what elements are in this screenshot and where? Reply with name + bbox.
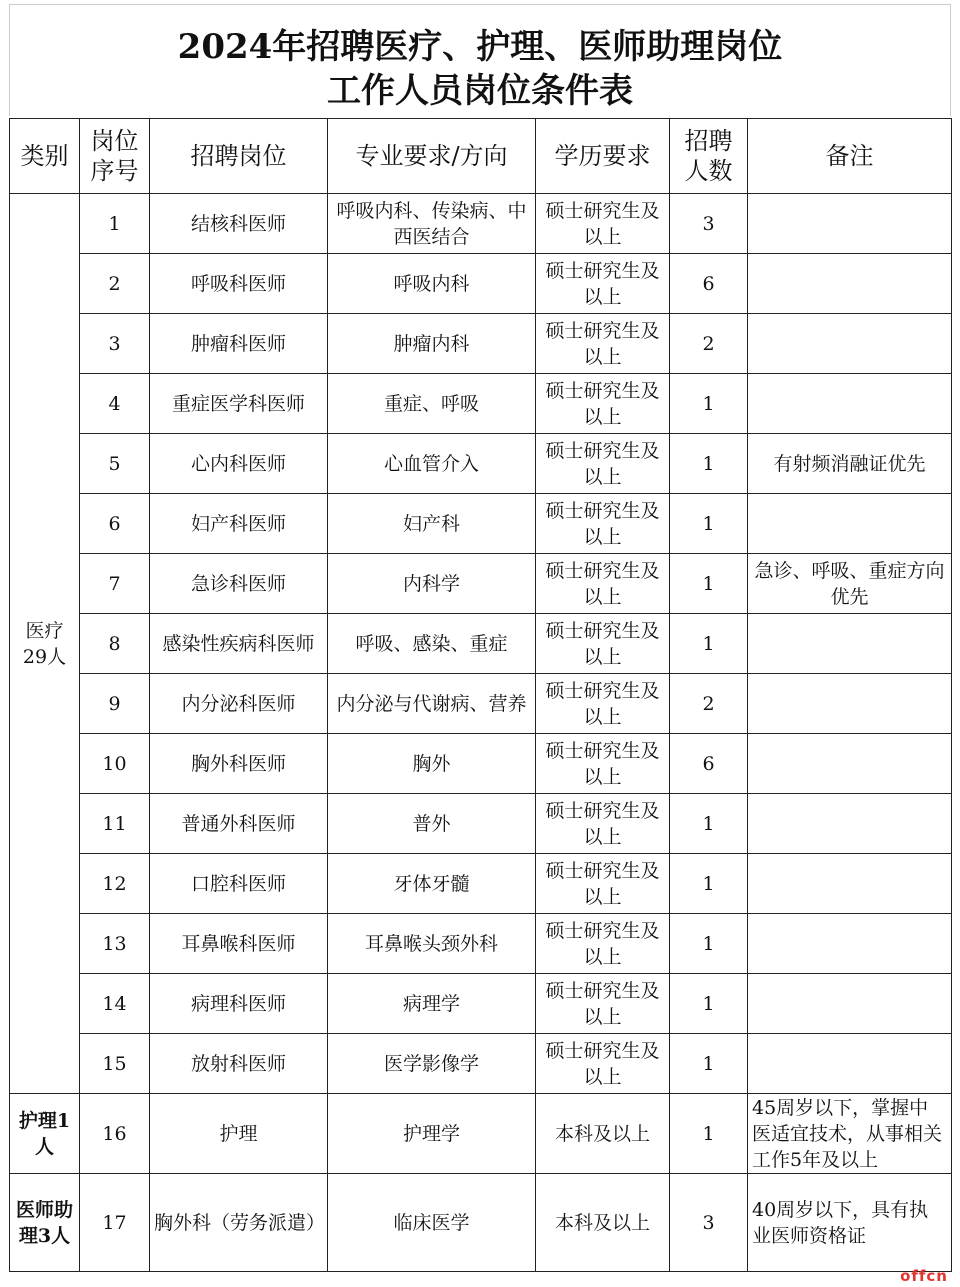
cell-name: 胸外科医师 (150, 734, 328, 794)
title-box (9, 4, 951, 116)
recruitment-table (9, 118, 952, 1272)
cell-count: 1 (670, 554, 748, 614)
table-row (10, 614, 952, 674)
cell-note: 40周岁以下，具有执业医师资格证 (748, 1174, 952, 1272)
cell-no: 11 (80, 794, 150, 854)
cell-name: 呼吸科医师 (150, 254, 328, 314)
cell-count: 3 (670, 1174, 748, 1272)
table-row (10, 434, 952, 494)
cell-name: 护理 (150, 1094, 328, 1174)
table-row (10, 194, 952, 254)
header-row (10, 119, 952, 194)
cell-edu: 本科及以上 (536, 1174, 670, 1272)
table-row (10, 1034, 952, 1094)
cell-note (748, 614, 952, 674)
cell-note (748, 194, 952, 254)
header-post-no: 岗位序号 (80, 119, 150, 194)
cell-no: 1 (80, 194, 150, 254)
cell-name: 重症医学科医师 (150, 374, 328, 434)
cell-note (748, 1034, 952, 1094)
watermark-logo: offcn (900, 1267, 948, 1285)
table-body (10, 194, 952, 1272)
cell-major: 医学影像学 (328, 1034, 536, 1094)
cell-name: 耳鼻喉科医师 (150, 914, 328, 974)
cell-note (748, 734, 952, 794)
cell-count: 1 (670, 374, 748, 434)
cell-major: 护理学 (328, 1094, 536, 1174)
table-row (10, 374, 952, 434)
cell-edu: 硕士研究生及以上 (536, 254, 670, 314)
cell-no: 5 (80, 434, 150, 494)
header-count: 招聘人数 (670, 119, 748, 194)
cell-major: 内科学 (328, 554, 536, 614)
cell-major: 呼吸内科 (328, 254, 536, 314)
cell-edu: 硕士研究生及以上 (536, 734, 670, 794)
cell-note: 急诊、呼吸、重症方向优先 (748, 554, 952, 614)
cell-name: 心内科医师 (150, 434, 328, 494)
cell-name: 肿瘤科医师 (150, 314, 328, 374)
cell-name: 胸外科（劳务派遣） (150, 1174, 328, 1272)
cell-count: 6 (670, 254, 748, 314)
cell-edu: 硕士研究生及以上 (536, 434, 670, 494)
cell-no: 13 (80, 914, 150, 974)
cell-major: 牙体牙髓 (328, 854, 536, 914)
header-post-name: 招聘岗位 (150, 119, 328, 194)
table-row (10, 1094, 952, 1174)
cell-no: 16 (80, 1094, 150, 1174)
cell-no: 15 (80, 1034, 150, 1094)
cell-no: 10 (80, 734, 150, 794)
cell-edu: 硕士研究生及以上 (536, 314, 670, 374)
cell-count: 1 (670, 854, 748, 914)
cell-note (748, 974, 952, 1034)
cell-note (748, 794, 952, 854)
cell-no: 17 (80, 1174, 150, 1272)
cell-no: 9 (80, 674, 150, 734)
cell-major: 心血管介入 (328, 434, 536, 494)
cell-major: 呼吸内科、传染病、中西医结合 (328, 194, 536, 254)
cell-note (748, 374, 952, 434)
cell-major: 病理学 (328, 974, 536, 1034)
cell-major: 普外 (328, 794, 536, 854)
cell-name: 急诊科医师 (150, 554, 328, 614)
cell-note (748, 914, 952, 974)
cell-count: 3 (670, 194, 748, 254)
cell-edu: 硕士研究生及以上 (536, 794, 670, 854)
cell-major: 妇产科 (328, 494, 536, 554)
cell-note (748, 674, 952, 734)
cell-count: 2 (670, 314, 748, 374)
category-assistant: 医师助理3人 (10, 1174, 80, 1272)
cell-note: 45周岁以下，掌握中医适宜技术，从事相关工作5年及以上 (748, 1094, 952, 1174)
table-row (10, 554, 952, 614)
cell-edu: 硕士研究生及以上 (536, 374, 670, 434)
cell-major: 肿瘤内科 (328, 314, 536, 374)
cell-no: 8 (80, 614, 150, 674)
cell-edu: 硕士研究生及以上 (536, 494, 670, 554)
cell-name: 普通外科医师 (150, 794, 328, 854)
title-line-2: 工作人员岗位条件表 (327, 71, 633, 111)
cell-edu: 硕士研究生及以上 (536, 554, 670, 614)
table-row (10, 494, 952, 554)
cell-edu: 硕士研究生及以上 (536, 854, 670, 914)
cell-note (748, 494, 952, 554)
cell-note (748, 254, 952, 314)
cell-edu: 硕士研究生及以上 (536, 914, 670, 974)
table-row (10, 854, 952, 914)
cell-note: 有射频消融证优先 (748, 434, 952, 494)
cell-name: 内分泌科医师 (150, 674, 328, 734)
cell-major: 呼吸、感染、重症 (328, 614, 536, 674)
cell-major: 耳鼻喉头颈外科 (328, 914, 536, 974)
table-row (10, 674, 952, 734)
table-row (10, 914, 952, 974)
cell-no: 7 (80, 554, 150, 614)
category-nursing: 护理1人 (10, 1094, 80, 1174)
cell-count: 1 (670, 794, 748, 854)
cell-edu: 硕士研究生及以上 (536, 974, 670, 1034)
table-row (10, 1174, 952, 1272)
cell-no: 12 (80, 854, 150, 914)
cell-edu: 硕士研究生及以上 (536, 1034, 670, 1094)
table-row (10, 794, 952, 854)
cell-count: 1 (670, 1094, 748, 1174)
cell-count: 1 (670, 434, 748, 494)
cell-major: 内分泌与代谢病、营养 (328, 674, 536, 734)
cell-count: 1 (670, 914, 748, 974)
cell-name: 结核科医师 (150, 194, 328, 254)
cell-name: 口腔科医师 (150, 854, 328, 914)
header-category: 类别 (10, 119, 80, 194)
cell-name: 感染性疾病科医师 (150, 614, 328, 674)
table-row (10, 314, 952, 374)
cell-edu: 硕士研究生及以上 (536, 674, 670, 734)
cell-no: 14 (80, 974, 150, 1034)
cell-count: 2 (670, 674, 748, 734)
cell-edu: 硕士研究生及以上 (536, 194, 670, 254)
cell-count: 1 (670, 1034, 748, 1094)
cell-edu: 本科及以上 (536, 1094, 670, 1174)
cell-major: 临床医学 (328, 1174, 536, 1272)
cell-no: 3 (80, 314, 150, 374)
category-medical: 医疗29人 (10, 194, 80, 1094)
cell-major: 胸外 (328, 734, 536, 794)
cell-major: 重症、呼吸 (328, 374, 536, 434)
cell-count: 1 (670, 614, 748, 674)
cell-name: 妇产科医师 (150, 494, 328, 554)
cell-count: 6 (670, 734, 748, 794)
title-line-1: 2024年招聘医疗、护理、医师助理岗位 (177, 27, 783, 67)
cell-name: 放射科医师 (150, 1034, 328, 1094)
header-education: 学历要求 (536, 119, 670, 194)
cell-count: 1 (670, 494, 748, 554)
cell-no: 2 (80, 254, 150, 314)
cell-edu: 硕士研究生及以上 (536, 614, 670, 674)
table-row (10, 254, 952, 314)
cell-note (748, 854, 952, 914)
header-major: 专业要求/方向 (328, 119, 536, 194)
cell-count: 1 (670, 974, 748, 1034)
header-note: 备注 (748, 119, 952, 194)
cell-name: 病理科医师 (150, 974, 328, 1034)
table-row (10, 974, 952, 1034)
cell-note (748, 314, 952, 374)
cell-no: 4 (80, 374, 150, 434)
cell-no: 6 (80, 494, 150, 554)
table-row (10, 734, 952, 794)
